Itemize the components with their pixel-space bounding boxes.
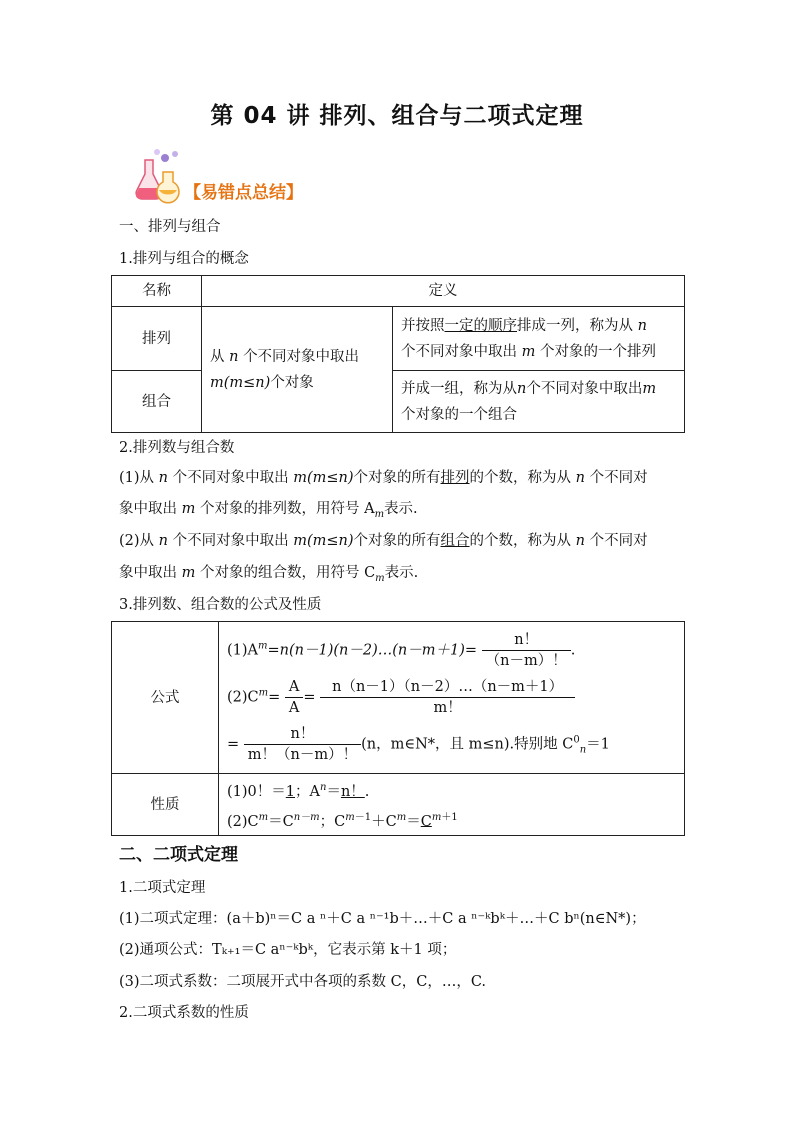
flask-icon: [131, 148, 191, 208]
shared-definition: 从 n 个不同对象中取出 m(m≤n)个对象: [202, 307, 393, 433]
combination-definition: 并成一组，称为从n个不同对象中取出m 个对象的一个组合: [393, 371, 685, 433]
property-1: (1)0！＝1；$A^n=n$！.: [227, 781, 370, 800]
property-label: 性质: [112, 774, 219, 836]
section-badge: 【易错点总结】: [184, 183, 303, 203]
permutation-formula: $(1)A^m=n(n-1)(n-2)\dots(n-m+1)=$ $\frac{n!}{(n-m)!}$ .: [227, 632, 576, 669]
subheading-2: 2.排列数与组合数: [119, 440, 235, 456]
section-heading-1: 一、排列与组合: [119, 219, 221, 235]
paragraph-1-line-1: (1)从 n 个不同对象中取出 m(m≤n)个对象的所有排列的个数，称为从 n 个不同对: [119, 470, 648, 486]
property-2: $(2)C^m=C^{n-m}$；$C^{m-1}+C^m=C^{m+1}$: [227, 811, 458, 830]
formula-content: [219, 622, 685, 774]
paragraph-2-line-2: 象中取出 m 个对象的组合数，用符号 $C_m$表示.: [119, 565, 419, 584]
binomial-coefficient-line: (3)二项式系数：二项展开式中各项的系数 C，C，…，C.: [119, 974, 487, 990]
subheading-1: 1.排列与组合的概念: [119, 251, 249, 267]
general-term-line: (2)通项公式：Tₖ₊₁＝C aⁿ⁻ᵏbᵏ，它表示第 k＋1 项；: [119, 942, 457, 958]
row-permutation-name: 排列: [112, 307, 202, 371]
combination-factorial-formula: = $\frac{n!}{m!(n-m)!}$ (n，m∈N*，且 m≤n).特别地 $C^0_n=1$: [227, 726, 610, 763]
page-title: 第 04 讲 排列、组合与二项式定理: [210, 103, 584, 129]
section-heading-2: 二、二项式定理: [119, 845, 238, 865]
paragraph-1-line-2: 象中取出 m 个对象的排列数，用符号 $A_m$表示.: [119, 501, 418, 520]
formula-table: [111, 621, 685, 836]
formula-label: 公式: [112, 622, 219, 774]
paragraph-2-line-1: (2)从 n 个不同对象中取出 m(m≤n)个对象的所有组合的个数，称为从 n 个不同对: [119, 533, 648, 549]
permutation-definition: 并按照一定的顺序排成一列，称为从 n 个不同对象中取出 m 个对象的一个排列: [393, 307, 685, 371]
binomial-theorem-line: (1)二项式定理：(a＋b)ⁿ＝C a ⁿ＋C a ⁿ⁻¹b＋…＋C a ⁿ⁻ᵏbᵏ＋…＋C bⁿ(n∈N*)；: [119, 911, 646, 927]
combination-formula: $(2)C^m=$ $\frac{A}{A}$ = $\frac{n(n-1)(n-2)\dots(n-m+1)}{m!}$: [227, 677, 676, 718]
subheading-5: 2.二项式系数的性质: [119, 1005, 249, 1021]
property-content: [219, 774, 685, 836]
subheading-3: 3.排列数、组合数的公式及性质: [119, 597, 322, 613]
row-combination-name: 组合: [112, 371, 202, 433]
subheading-4: 1.二项式定理: [119, 880, 206, 896]
concept-table: [111, 275, 685, 433]
header-name: 名称: [112, 276, 202, 307]
header-definition: 定义: [202, 276, 685, 307]
